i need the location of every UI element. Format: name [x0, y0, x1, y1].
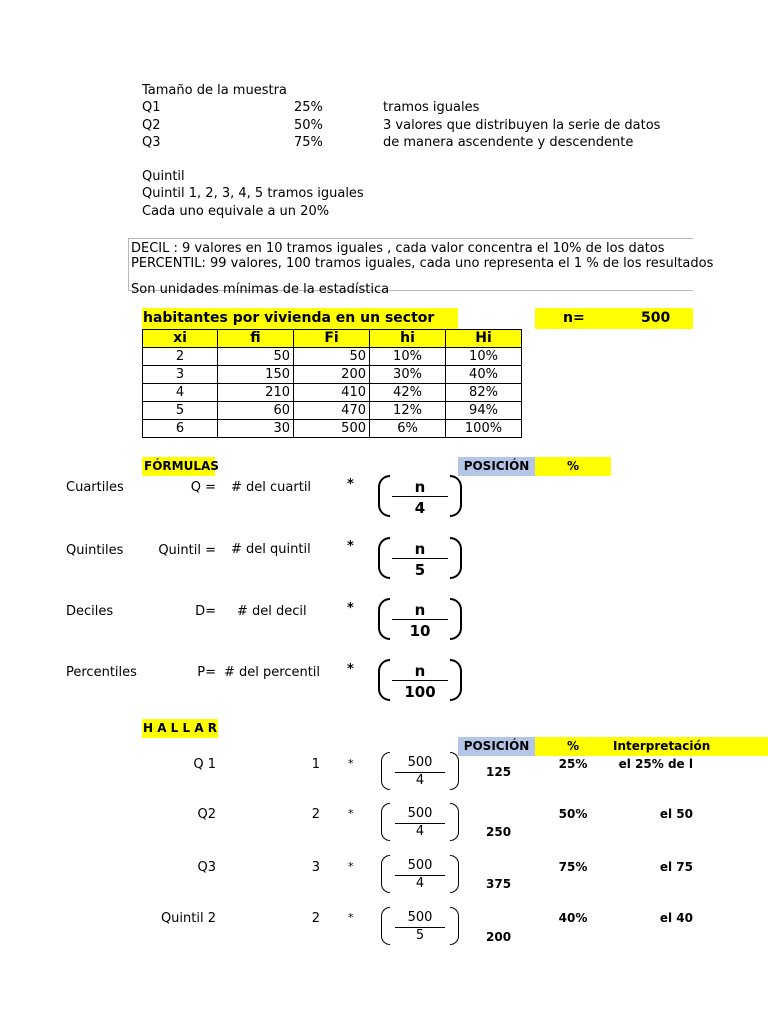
formula-name-deciles: Deciles — [66, 604, 114, 619]
formula-name-percentiles: Percentiles — [66, 665, 137, 680]
fraction-denominator: 10 — [409, 622, 431, 640]
hallar-position: 125 — [486, 765, 512, 779]
cell-hi: 42% — [370, 384, 446, 402]
hallar-interpretation: el 25% de l — [618, 757, 693, 771]
cell-xi: 5 — [143, 402, 218, 420]
table-title: habitantes por vivienda en un sector — [143, 310, 435, 326]
q3-pct: 75% — [294, 135, 323, 150]
hallar-k: 3 — [311, 860, 320, 875]
col-header-Hi: Hi — [446, 330, 522, 348]
hallar-pct: 25% — [558, 757, 588, 771]
hallar-interp-header: Interpretación — [613, 739, 711, 753]
hallar-pct: 50% — [558, 807, 588, 821]
formula-lhs-percentiles: P= — [197, 665, 216, 680]
cell-Fi: 500 — [294, 420, 370, 438]
fraction-denominator: 5 — [414, 561, 426, 579]
hallar-label: Q2 — [197, 807, 216, 822]
table-row — [143, 402, 522, 420]
sample-size-label: Tamaño de la muestra — [142, 83, 287, 98]
formula-star-cuartiles: * — [347, 477, 354, 492]
hallar-interpretation: el 50 — [659, 807, 693, 821]
q2-label: Q2 — [142, 118, 161, 133]
hallar-fraction — [381, 855, 459, 893]
cell-Hi: 82% — [446, 384, 522, 402]
hallar-star: * — [348, 911, 354, 924]
cell-xi: 2 — [143, 348, 218, 366]
fraction-denominator: 4 — [415, 773, 425, 788]
fraction-denominator: 5 — [415, 928, 425, 943]
quintil-line: Quintil 1, 2, 3, 4, 5 tramos iguales — [142, 186, 364, 201]
q2-note: 3 valores que distribuyen la serie de datos — [383, 118, 661, 133]
formula-lhs-deciles: D= — [195, 604, 216, 619]
n-value: 500 — [641, 310, 671, 326]
hallar-pct-header: % — [566, 739, 580, 753]
hallar-star: * — [348, 757, 354, 770]
textbox-top-border — [128, 238, 693, 239]
formula-desc-deciles: # del decil — [237, 604, 307, 619]
col-header-hi: hi — [370, 330, 446, 348]
hallar-interpretation: el 75 — [659, 860, 693, 874]
col-header-Fi: Fi — [294, 330, 370, 348]
formula-desc-quintiles: # del quintil — [231, 542, 311, 557]
formula-name-quintiles: Quintiles — [66, 543, 124, 558]
cell-Hi: 40% — [446, 366, 522, 384]
formula-star-percentiles: * — [347, 662, 354, 677]
hallar-k: 2 — [311, 807, 320, 822]
q1-note: tramos iguales — [383, 100, 480, 115]
fraction-numerator: 500 — [407, 755, 433, 770]
formula-lhs-quintiles: Quintil = — [158, 543, 216, 558]
q2-pct: 50% — [294, 118, 323, 133]
col-header-xi: xi — [143, 330, 218, 348]
hallar-k: 1 — [311, 757, 320, 772]
cell-Fi: 50 — [294, 348, 370, 366]
formula-fraction-percentiles — [378, 659, 462, 701]
cell-Fi: 470 — [294, 402, 370, 420]
cell-Hi: 10% — [446, 348, 522, 366]
hallar-position: 250 — [486, 825, 512, 839]
formula-name-cuartiles: Cuartiles — [66, 480, 124, 495]
cell-hi: 12% — [370, 402, 446, 420]
q1-label: Q1 — [142, 100, 161, 115]
quintil-equiv: Cada uno equivale a un 20% — [142, 204, 330, 219]
table-row — [143, 420, 522, 438]
formula-fraction-deciles — [378, 598, 462, 640]
table-row — [143, 384, 522, 402]
fraction-numerator: n — [414, 478, 426, 496]
formula-lhs-cuartiles: Q = — [190, 480, 216, 495]
cell-hi: 10% — [370, 348, 446, 366]
hallar-label: Quintil 2 — [160, 911, 216, 926]
cell-fi: 30 — [218, 420, 294, 438]
fraction-numerator: 500 — [407, 858, 433, 873]
fraction-numerator: n — [414, 662, 426, 680]
fraction-denominator: 100 — [404, 683, 436, 701]
hallar-fraction — [381, 803, 459, 841]
cell-fi: 210 — [218, 384, 294, 402]
cell-Fi: 410 — [294, 384, 370, 402]
fraction-numerator: 500 — [407, 806, 433, 821]
cell-Fi: 200 — [294, 366, 370, 384]
hallar-star: * — [348, 860, 354, 873]
table-row — [143, 366, 522, 384]
cell-xi: 4 — [143, 384, 218, 402]
pct-header: % — [566, 459, 580, 473]
hallar-pct: 75% — [558, 860, 588, 874]
percentil-definition: PERCENTIL: 99 valores, 100 tramos iguales, cada uno representa el 1 % de los resultados — [131, 256, 714, 271]
formula-fraction-quintiles — [378, 537, 462, 579]
q3-label: Q3 — [142, 135, 161, 150]
hallar-posicion-header: POSICIÓN — [463, 739, 530, 753]
fraction-denominator: 4 — [415, 824, 425, 839]
fraction-numerator: 500 — [407, 910, 433, 925]
textbox-left-border — [128, 238, 129, 291]
fraction-numerator: n — [414, 601, 426, 619]
cell-hi: 30% — [370, 366, 446, 384]
decil-definition: DECIL : 9 valores en 10 tramos iguales , cada valor concentra el 10% de los datos — [131, 241, 665, 256]
hallar-position: 375 — [486, 877, 512, 891]
cell-Hi: 94% — [446, 402, 522, 420]
hallar-k: 2 — [311, 911, 320, 926]
formula-desc-percentiles: # del percentil — [224, 665, 321, 680]
cell-xi: 6 — [143, 420, 218, 438]
hallar-pct: 40% — [558, 911, 588, 925]
fraction-denominator: 4 — [414, 499, 426, 517]
formulas-title: FÓRMULAS — [144, 459, 219, 473]
q3-note: de manera ascendente y descendente — [383, 135, 634, 150]
hallar-label: Q 1 — [193, 757, 216, 772]
hallar-fraction — [381, 752, 459, 790]
hallar-label: Q3 — [197, 860, 216, 875]
table-header-row — [143, 330, 522, 348]
cell-fi: 50 — [218, 348, 294, 366]
cell-Hi: 100% — [446, 420, 522, 438]
formula-star-deciles: * — [347, 601, 354, 616]
hallar-title: H A L L A R — [143, 721, 218, 735]
cell-xi: 3 — [143, 366, 218, 384]
hallar-position: 200 — [486, 930, 512, 944]
hallar-fraction — [381, 907, 459, 945]
cell-fi: 150 — [218, 366, 294, 384]
q1-pct: 25% — [294, 100, 323, 115]
posicion-header: POSICIÓN — [463, 459, 530, 473]
formula-fraction-cuartiles — [378, 475, 462, 517]
quintil-heading: Quintil — [142, 169, 185, 184]
table-row — [143, 348, 522, 366]
frequency-table — [142, 329, 522, 438]
formula-star-quintiles: * — [347, 539, 354, 554]
n-label: n= — [563, 310, 585, 326]
cell-hi: 6% — [370, 420, 446, 438]
formula-desc-cuartiles: # del cuartil — [231, 480, 312, 495]
hallar-star: * — [348, 807, 354, 820]
col-header-fi: fi — [218, 330, 294, 348]
unidades-note: Son unidades mínimas de la estadística — [131, 282, 390, 297]
fraction-numerator: n — [414, 540, 426, 558]
hallar-interpretation: el 40 — [659, 911, 693, 925]
cell-fi: 60 — [218, 402, 294, 420]
fraction-denominator: 4 — [415, 876, 425, 891]
